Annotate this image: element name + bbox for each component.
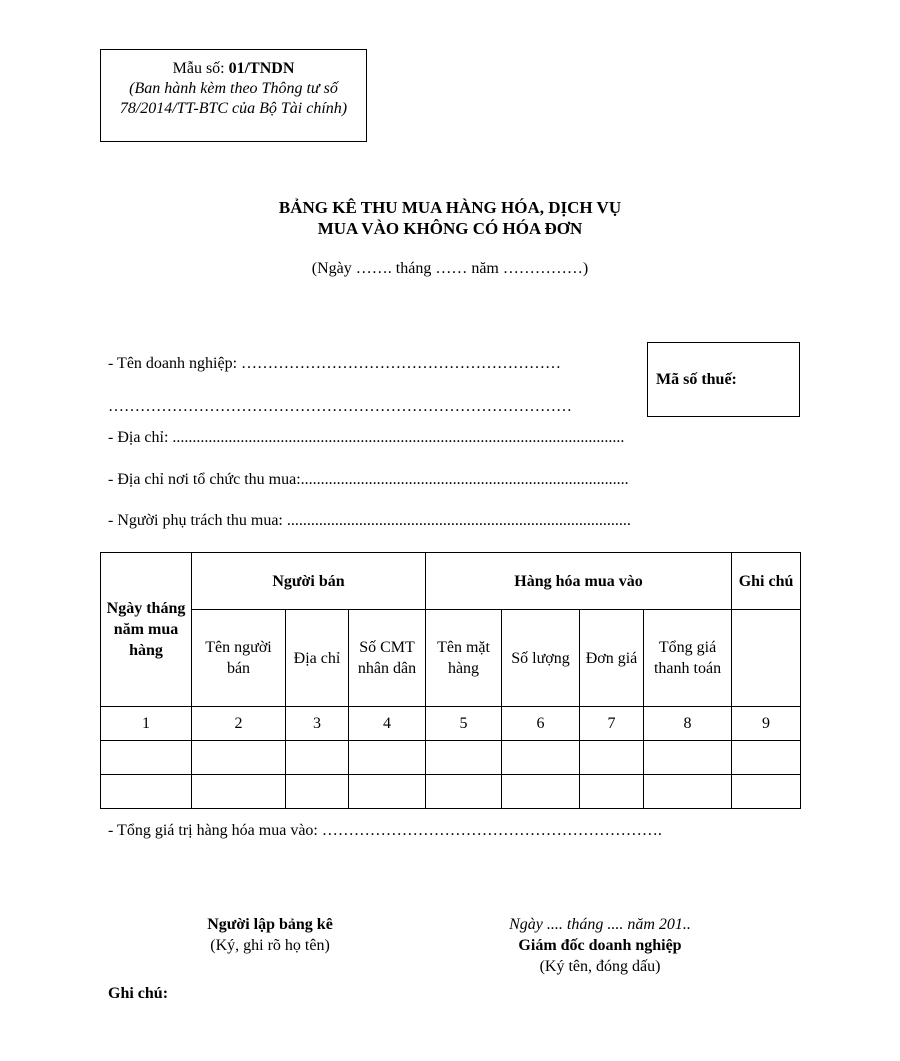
column-number: 8 [644,707,732,741]
column-number: 2 [192,707,286,741]
total-header: Tổng giá thanh toán [644,610,732,707]
date-header: Ngày tháng năm mua hàng [101,553,192,707]
director-signature-block [460,914,740,977]
address-field[interactable]: - Địa chỉ: ................................................................................................................. [108,429,625,446]
table-cell[interactable] [426,741,502,775]
total-value-line[interactable]: - Tổng giá trị hàng hóa mua vào: ………………………………………………………. [108,822,662,839]
goods-name-header: Tên mặt hàng [426,610,502,707]
tax-code-box[interactable] [647,342,800,417]
table-cell[interactable] [502,775,580,809]
table-cell[interactable] [349,741,426,775]
form-code: 01/TNDN [228,60,295,77]
preparer-title: Người lập bảng kê [207,916,333,933]
table-row[interactable] [101,741,801,775]
table-cell[interactable] [349,775,426,809]
table-cell[interactable] [580,741,644,775]
form-code-box [100,49,367,142]
table-cell[interactable] [502,741,580,775]
preparer-note: (Ký, ghi rõ họ tên) [210,937,330,954]
table-cell[interactable] [286,741,349,775]
table-cell[interactable] [426,775,502,809]
column-number-row [101,707,801,741]
note-label: Ghi chú: [108,985,169,1002]
director-note: (Ký tên, đóng dấu) [539,958,661,975]
table-cell[interactable] [101,741,192,775]
table-cell[interactable] [732,775,801,809]
seller-id-header: Số CMT nhân dân [349,610,426,707]
quantity-header: Số lượng [502,610,580,707]
company-name-continuation[interactable]: …………………………………………………………………………… [108,398,572,415]
director-title: Giám đốc doanh nghiệp [518,937,682,954]
seller-name-header: Tên người bán [192,610,286,707]
table-cell[interactable] [192,741,286,775]
unit-price-header: Đơn giá [580,610,644,707]
purchase-address-field[interactable]: - Địa chỉ nơi tổ chức thu mua:.................................................................................. [108,471,629,488]
table-row[interactable] [101,775,801,809]
table-cell[interactable] [101,775,192,809]
notes-empty-cell [732,610,801,707]
table-cell[interactable] [192,775,286,809]
column-number: 7 [580,707,644,741]
seller-group-header: Người bán [192,553,426,610]
purchase-table [100,552,801,809]
company-name-field[interactable]: - Tên doanh nghiệp: …………………………………………………… [108,355,562,372]
table-cell[interactable] [286,775,349,809]
title-line-1: BẢNG KÊ THU MUA HÀNG HÓA, DỊCH VỤ [278,198,622,217]
tax-code-label: Mã số thuế: [656,370,737,388]
goods-group-header: Hàng hóa mua vào [426,553,732,610]
signature-date: Ngày .... tháng .... năm 201.. [509,916,691,933]
table-cell[interactable] [580,775,644,809]
table-cell[interactable] [732,741,801,775]
table-cell[interactable] [644,775,732,809]
table-cell[interactable] [644,741,732,775]
date-line: (Ngày ……. tháng …… năm ……………) [311,260,589,277]
column-number: 9 [732,707,801,741]
column-number: 5 [426,707,502,741]
column-number: 4 [349,707,426,741]
column-number: 6 [502,707,580,741]
notes-header: Ghi chú [732,553,801,610]
form-code-note: (Ban hành kèm theo Thông tư số 78/2014/TT-BTC của Bộ Tài chính) [119,80,348,117]
form-code-prefix: Mẫu số: [172,60,229,77]
title-line-2: MUA VÀO KHÔNG CÓ HÓA ĐƠN [317,219,583,238]
seller-address-header: Địa chỉ [286,610,349,707]
preparer-signature-block [155,914,385,956]
column-number: 3 [286,707,349,741]
column-number: 1 [101,707,192,741]
person-in-charge-field[interactable]: - Người phụ trách thu mua: ...................................................................................... [108,512,631,529]
